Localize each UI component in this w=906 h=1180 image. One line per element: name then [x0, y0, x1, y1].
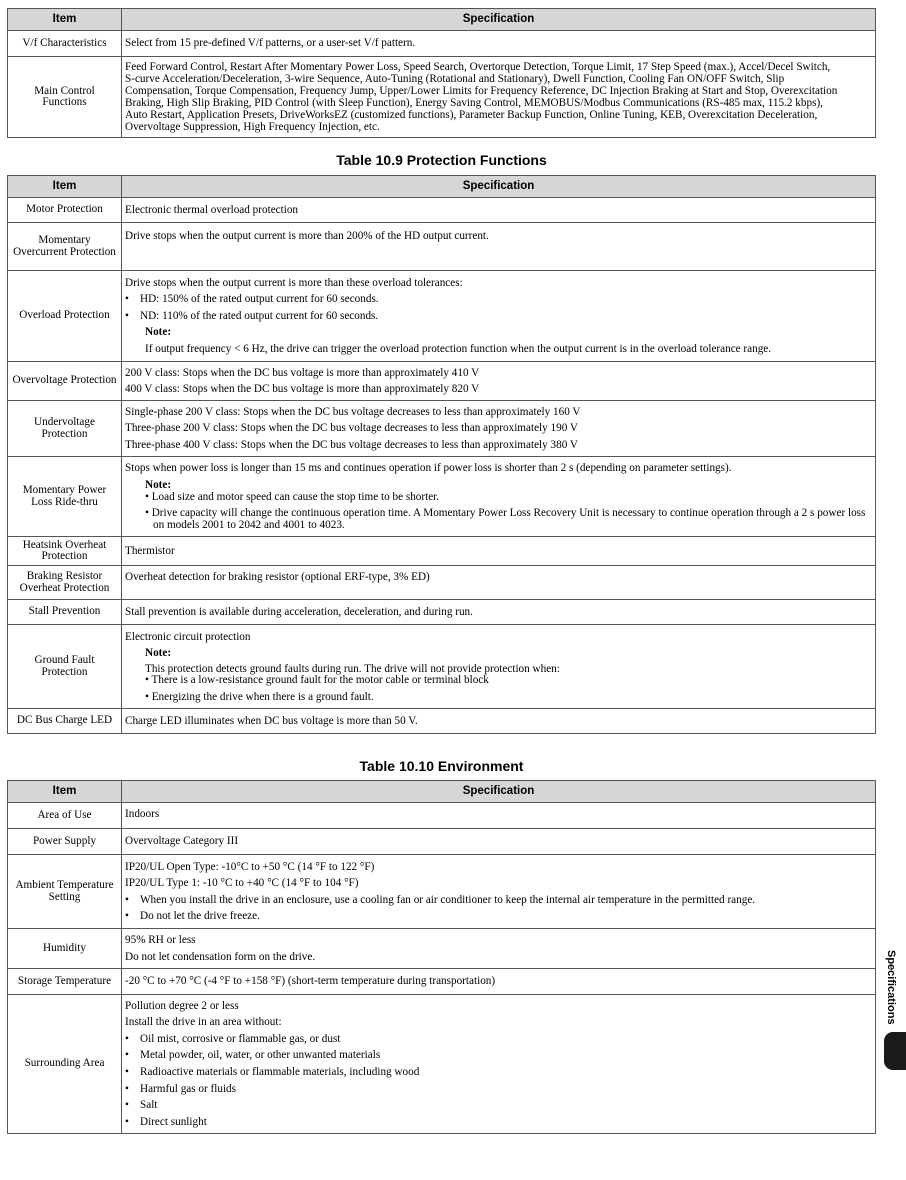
row-spec: Single-phase 200 V class: Stops when the DC bus voltage decreases to less than approximately 160 V Three-phase 200 V class: Stops when the DC bus voltage decreases to less than approximately 190 V Three-phase 400 V class: Stops when the DC bus voltage decreases to less than approximately 380 V — [122, 401, 876, 457]
table-row — [8, 566, 876, 600]
environment-table — [7, 780, 876, 1134]
row-item: Surrounding Area — [8, 995, 122, 1134]
table-row — [8, 223, 876, 271]
row-item: Stall Prevention — [8, 600, 122, 625]
row-spec: Feed Forward Control, Restart After Momentary Power Loss, Speed Search, Overtorque Detection, Torque Limit, 17 Step Speed (max.), Accel/Decel Switch, S-curve Acceleration/Deceleration, 3-wire Sequence, Auto-Tuning (Rotational and Stationary), Dwell Function, Cooling Fan ON/OFF Switch, Slip Compensation, Torque Compensation, Frequency Jump, Upper/Lower Limits for Frequency Reference, DC Injection Braking at Start and Stop, Overexcitation Braking, High Slip Braking, PID Control (with Sleep Function), Energy Saving Control, MEMOBUS/Modbus Communications (RS-485 max, 115.2 kbps), Auto Restart, Application Presets, DriveWorksEZ (customized functions), Parameter Backup Function, Online Tuning, KEB, Overexcitation Deceleration, Overvoltage Suppression, High Frequency Injection, etc. — [122, 57, 876, 138]
row-spec: Drive stops when the output current is more than these overload tolerances: • HD: 150% of the rated output current for 60 seconds. • ND: 110% of the rated output current for 60 seconds. Note: If output frequency < 6 Hz, the drive can trigger the overload protection function when the output current is in the overload tolerance range. — [122, 271, 876, 362]
table-row — [8, 969, 876, 995]
table-row — [8, 198, 876, 223]
table-row — [8, 600, 876, 625]
row-item: V/f Characteristics — [8, 31, 122, 57]
row-spec: Electronic thermal overload protection — [122, 198, 876, 223]
row-item: Undervoltage Protection — [8, 401, 122, 457]
table-row — [8, 709, 876, 734]
environment-table-caption: Table 10.10 Environment — [359, 758, 524, 774]
row-item: Humidity — [8, 929, 122, 969]
table-row — [8, 537, 876, 566]
item-header: Item — [8, 176, 122, 198]
row-item: Braking Resistor Overheat Protection — [8, 566, 122, 600]
row-spec: -20 °C to +70 °C (-4 °F to +158 °F) (short-term temperature during transportation) — [122, 969, 876, 995]
row-spec: IP20/UL Open Type: -10°C to +50 °C (14 °F to 122 °F) IP20/UL Type 1: -10 °C to +40 °C (14 °F to 104 °F) • When you install the drive in an enclosure, use a cooling fan or air conditioner to keep the internal air temperature in the permitted range. • Do not let the drive freeze. — [122, 855, 876, 929]
table-row — [8, 995, 876, 1134]
table-row — [8, 401, 876, 457]
row-item: Momentary Overcurrent Protection — [8, 223, 122, 271]
protection-table-caption: Table 10.9 Protection Functions — [336, 152, 547, 168]
table-row — [8, 625, 876, 709]
item-header: Item — [8, 781, 122, 803]
row-item: Overload Protection — [8, 271, 122, 362]
item-header: Item — [8, 9, 122, 31]
row-spec: Select from 15 pre-defined V/f patterns, or a user-set V/f pattern. — [122, 31, 876, 57]
row-item: Overvoltage Protection — [8, 362, 122, 401]
row-item: Storage Temperature — [8, 969, 122, 995]
row-item: Momentary Power Loss Ride-thru — [8, 457, 122, 537]
row-item: Ground Fault Protection — [8, 625, 122, 709]
row-spec: Charge LED illuminates when DC bus voltage is more than 50 V. — [122, 709, 876, 734]
table-header-row — [8, 176, 876, 198]
table-row — [8, 57, 876, 138]
row-item: Heatsink Overheat Protection — [8, 537, 122, 566]
specification-header: Specification — [122, 176, 876, 198]
row-spec: Pollution degree 2 or less Install the drive in an area without: • Oil mist, corrosive or flammable gas, or dust • Metal powder, oil, water, or other unwanted materials • Radioactive materials or flammable materials, including wood • Harmful gas or fluids • Salt • Direct sunlight — [122, 995, 876, 1134]
row-item: Motor Protection — [8, 198, 122, 223]
table-row — [8, 829, 876, 855]
row-item: Ambient Temperature Setting — [8, 855, 122, 929]
chapter-tab-label: Specifications — [885, 950, 897, 1025]
table-row — [8, 31, 876, 57]
table-row — [8, 855, 876, 929]
chapter-tab[interactable] — [884, 1032, 906, 1070]
row-spec: Thermistor — [122, 537, 876, 566]
control-functions-table — [7, 8, 876, 138]
row-spec: Stops when power loss is longer than 15 ms and continues operation if power loss is shorter than 2 s (depending on parameter settings). Note: • Load size and motor speed can cause the stop time to be shorter. • Drive capacity will change the continuous operation time. A Momentary Power Loss Recovery Unit is necessary to continue operation through a 2 s power loss on models 2001 to 2042 and 4001 to 4023. — [122, 457, 876, 537]
row-spec: Overvoltage Category III — [122, 829, 876, 855]
table-row — [8, 929, 876, 969]
row-spec: Overheat detection for braking resistor (optional ERF-type, 3% ED) — [122, 566, 876, 600]
specification-header: Specification — [122, 9, 876, 31]
table-row — [8, 457, 876, 537]
row-spec: 95% RH or less Do not let condensation form on the drive. — [122, 929, 876, 969]
row-item: Power Supply — [8, 829, 122, 855]
row-spec: Indoors — [122, 803, 876, 829]
note-list: • Load size and motor speed can cause the stop time to be shorter. • Drive capacity will change the continuous operation time. A Momentary Power Loss Recovery Unit is necessary to continue operation through a 2 s power loss on models 2001 to 2042 and 4001 to 4023. — [125, 491, 872, 531]
table-row — [8, 362, 876, 401]
row-item: Area of Use — [8, 803, 122, 829]
row-spec: 200 V class: Stops when the DC bus voltage is more than approximately 410 V 400 V class: Stops when the DC bus voltage is more than approximately 820 V — [122, 362, 876, 401]
specification-header: Specification — [122, 781, 876, 803]
row-item: DC Bus Charge LED — [8, 709, 122, 734]
row-spec: Electronic circuit protection Note: This protection detects ground faults during run. The drive will not provide protection when: • There is a low-resistance ground fault for the motor cable or terminal block • Energizing the drive when there is a ground fault. — [122, 625, 876, 709]
table-header-row — [8, 781, 876, 803]
row-item: Main Control Functions — [8, 57, 122, 138]
note-list: • There is a low-resistance ground fault for the motor cable or terminal block • Energizing the drive when there is a ground fault. — [125, 674, 872, 703]
table-row — [8, 271, 876, 362]
row-spec: Drive stops when the output current is more than 200% of the HD output current. — [122, 223, 876, 271]
row-spec: Stall prevention is available during acceleration, deceleration, and during run. — [122, 600, 876, 625]
table-row — [8, 803, 876, 829]
table-header-row — [8, 9, 876, 31]
protection-functions-table — [7, 175, 876, 734]
